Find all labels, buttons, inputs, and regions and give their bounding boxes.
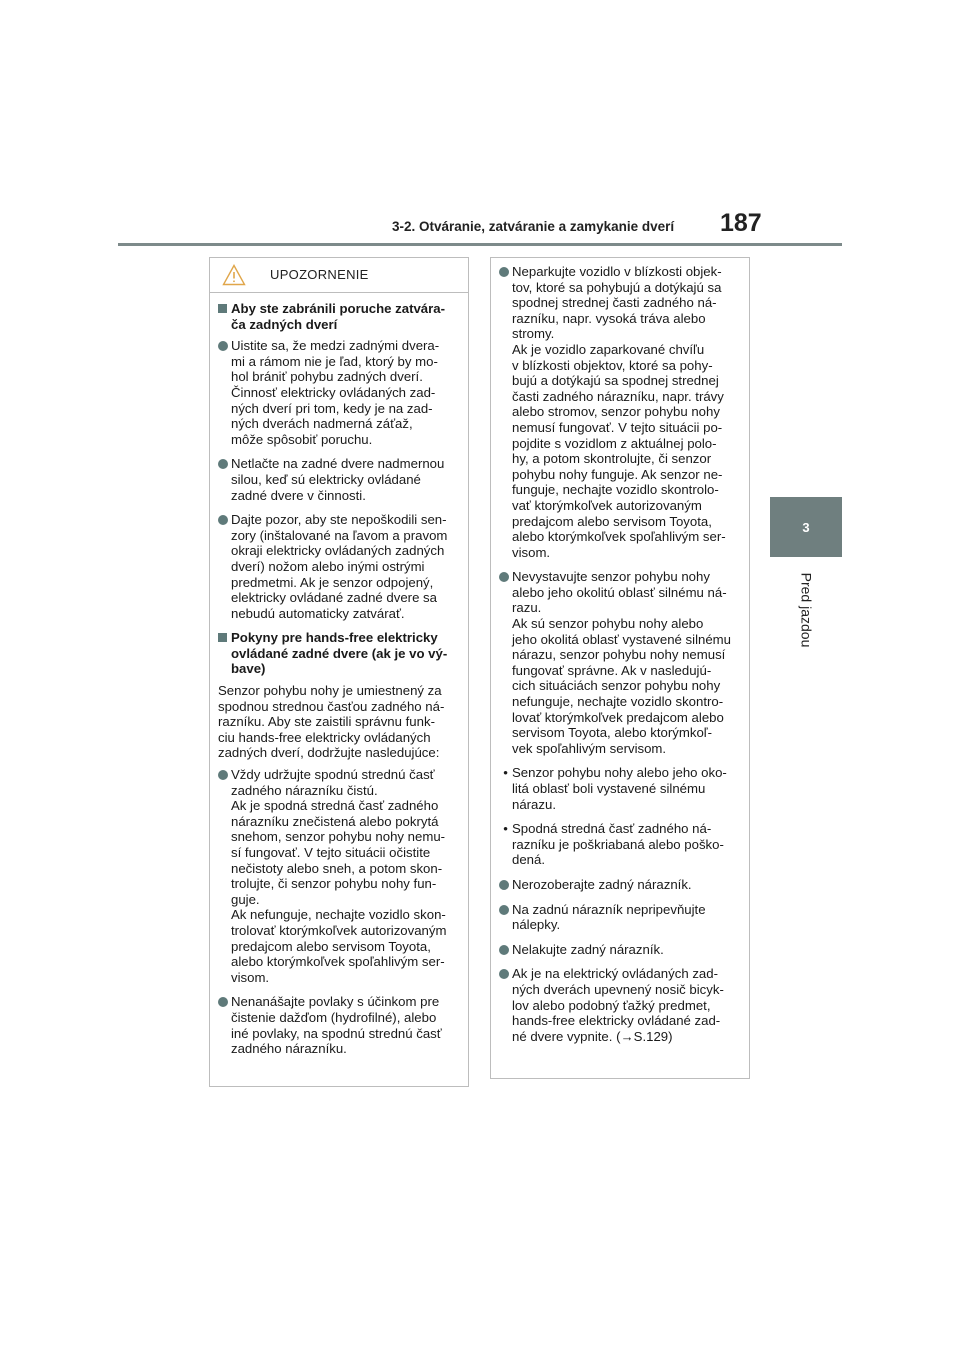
- list-item-text: Na zadnú nárazník nepripevňujte nálepky.: [512, 901, 706, 933]
- section-heading: [218, 630, 458, 677]
- bullet-dot-icon: [499, 267, 509, 277]
- intro-paragraph: Senzor pohybu nohy je umiestnený za spodnou strednou časťou zadného ná- razníku. Aby ste zaistili správnu funk- ciu hands-free elektricky ovládaných zadných dverí, dodržujte nasledujúce:: [218, 683, 445, 761]
- chapter-number: 3: [802, 519, 810, 535]
- warning-header: [210, 258, 468, 293]
- section-header-title: 3-2. Otváranie, zatváranie a zamykanie dverí: [392, 219, 675, 234]
- list-item-text: Neparkujte vozidlo v blízkosti objek- tov, ktoré sa pohybujú a dotýkajú sa spodnej strednej časti zadného ná- razníku, napr. vysoká tráva alebo stromy. Ak je vozidlo zaparkované chvíľu v blízkosti objektov, ktoré sa pohy- bujú a dotýkajú sa spodnej strednej časti zadného nárazníku, napr. trávy alebo stromov, senzor pohybu nohy nemusí fungovať. V tejto situácii po- pojdite s vozidlom z aktuálnej polo- hy, a potom skontrolujte, či senzor pohybu nohy funguje. Ak senzor ne- funguje, nechajte vozidlo skontrolo- vať ktorýmkoľvek autorizovaným predajcom alebo servisom Toyota, alebo ktorýmkoľvek spoľahlivým ser- visom.: [512, 264, 726, 560]
- bullet-dot-icon: [218, 515, 228, 525]
- bullet-dot-icon: [218, 997, 228, 1007]
- section-heading-text: Pokyny pre hands-free elektricky ovládané zadné dvere (ak je vo vý- bave): [231, 630, 448, 677]
- list-item: [499, 264, 739, 560]
- warning-triangle-icon: [222, 264, 246, 286]
- sub-bullet-mark: •: [503, 821, 508, 837]
- list-item: [218, 512, 458, 621]
- section-square-icon: [218, 304, 227, 313]
- list-item: [499, 966, 739, 1044]
- page-number: 187: [720, 209, 762, 237]
- warning-heading: UPOZORNENIE: [270, 267, 369, 283]
- bullet-dot-icon: [218, 770, 228, 780]
- warning-box-right-column: [490, 257, 750, 1079]
- header-divider: [118, 243, 842, 246]
- sub-bullet-mark: •: [503, 765, 508, 781]
- list-item-text: Ak je na elektrický ovládaných zad- ných dverách upevnený nosič bicyk- lov alebo podobný ťažký predmet, hands-free elektricky ovládané zad- né dvere vypnite. (→S.129): [512, 966, 724, 1044]
- section-heading: [218, 301, 458, 332]
- list-item-text: Nevystavujte senzor pohybu nohy alebo jeho okolitú oblasť silnému ná- razu. Ak sú senzor pohybu nohy alebo jeho okolitá oblasť vystavené silnému nárazu, senzor pohybu nohy nemusí fungovať správne. Ak v nasledujú- cich situáciách senzor pohybu nohy nefunguje, nechajte vozidlo skontro- lovať ktorýmkoľvek predajcom alebo servisom Toyota, alebo ktorýmkoľ- vek spoľahlivým servisom.: [512, 569, 731, 756]
- sub-list-item-text: Spodná stredná časť zadného ná- razníku je poškriabaná alebo poško- dená.: [512, 821, 724, 868]
- list-item: [499, 942, 739, 958]
- chapter-tab[interactable]: [770, 497, 842, 557]
- bullet-dot-icon: [499, 969, 509, 979]
- list-item-text: Nerozoberajte zadný nárazník.: [512, 876, 692, 892]
- bullet-dot-icon: [499, 945, 509, 955]
- list-item: [499, 877, 739, 893]
- list-item-text: Netlačte na zadné dvere nadmernou silou, keď sú elektricky ovládané zadné dvere v činnosti.: [231, 456, 445, 503]
- sub-list-item-text: Senzor pohybu nohy alebo jeho oko- litá oblasť boli vystavené silnému nárazu.: [512, 765, 727, 812]
- list-item-text: Dajte pozor, aby ste nepoškodili sen- zory (inštalované na ľavom a pravom okraji elektricky ovládaných zadných dverí) nožom alebo inými ostrými predmetmi. Ak je senzor odpojený, elektricky ovládané zadné dvere sa nebudú automaticky zatvárať.: [231, 512, 448, 621]
- sub-list-item: [499, 765, 739, 812]
- sub-list-item: [499, 821, 739, 868]
- chapter-side-label: [770, 565, 842, 655]
- chapter-title: Pred jazdou: [798, 572, 814, 648]
- bullet-dot-icon: [499, 572, 509, 582]
- list-item-text: Uistite sa, že medzi zadnými dvera- mi a rámom nie je ľad, ktorý by mo- hol brániť pohybu zadných dverí. Činnosť elektricky ovládaných zad- ných dverí pri tom, kedy je na zad- ných dverách nadmerná záťaž, môže spôsobiť poruchu.: [231, 338, 440, 447]
- bullet-dot-icon: [218, 459, 228, 469]
- list-item: [218, 456, 458, 503]
- section-heading-text: Aby ste zabránili poruche zatvára- ča zadných dverí: [231, 301, 445, 332]
- list-item-text: Vždy udržujte spodnú strednú časť zadného nárazníku čistú. Ak je spodná stredná časť zadného nárazníku znečistená alebo pokrytá snehom, senzor pohybu nohy nemu- sí fungovať. V tejto situácii očistite nečistoty alebo sneh, a potom skon- trolujte, či senzor pohybu nohy fun- guje. Ak nefunguje, nechajte vozidlo skon- trolovať ktorýmkoľvek autorizovaným predajcom alebo servisom Toyota, alebo ktorýmkoľvek spoľahlivým ser- visom.: [231, 767, 447, 985]
- list-item-text: Nelakujte zadný nárazník.: [512, 941, 664, 957]
- list-item-text: Nenanášajte povlaky s účinkom pre čistenie dažďom (hydrofilné), alebo iné povlaky, na spodnú strednú časť zadného nárazníku.: [231, 994, 442, 1057]
- bullet-dot-icon: [218, 341, 228, 351]
- bullet-dot-icon: [499, 905, 509, 915]
- warning-box-left-column: [209, 257, 469, 1087]
- list-item: [218, 338, 458, 447]
- list-item: [218, 994, 458, 1056]
- list-item: [499, 902, 739, 933]
- section-square-icon: [218, 633, 227, 642]
- list-item: [499, 569, 739, 756]
- list-item: [218, 767, 458, 985]
- bullet-dot-icon: [499, 880, 509, 890]
